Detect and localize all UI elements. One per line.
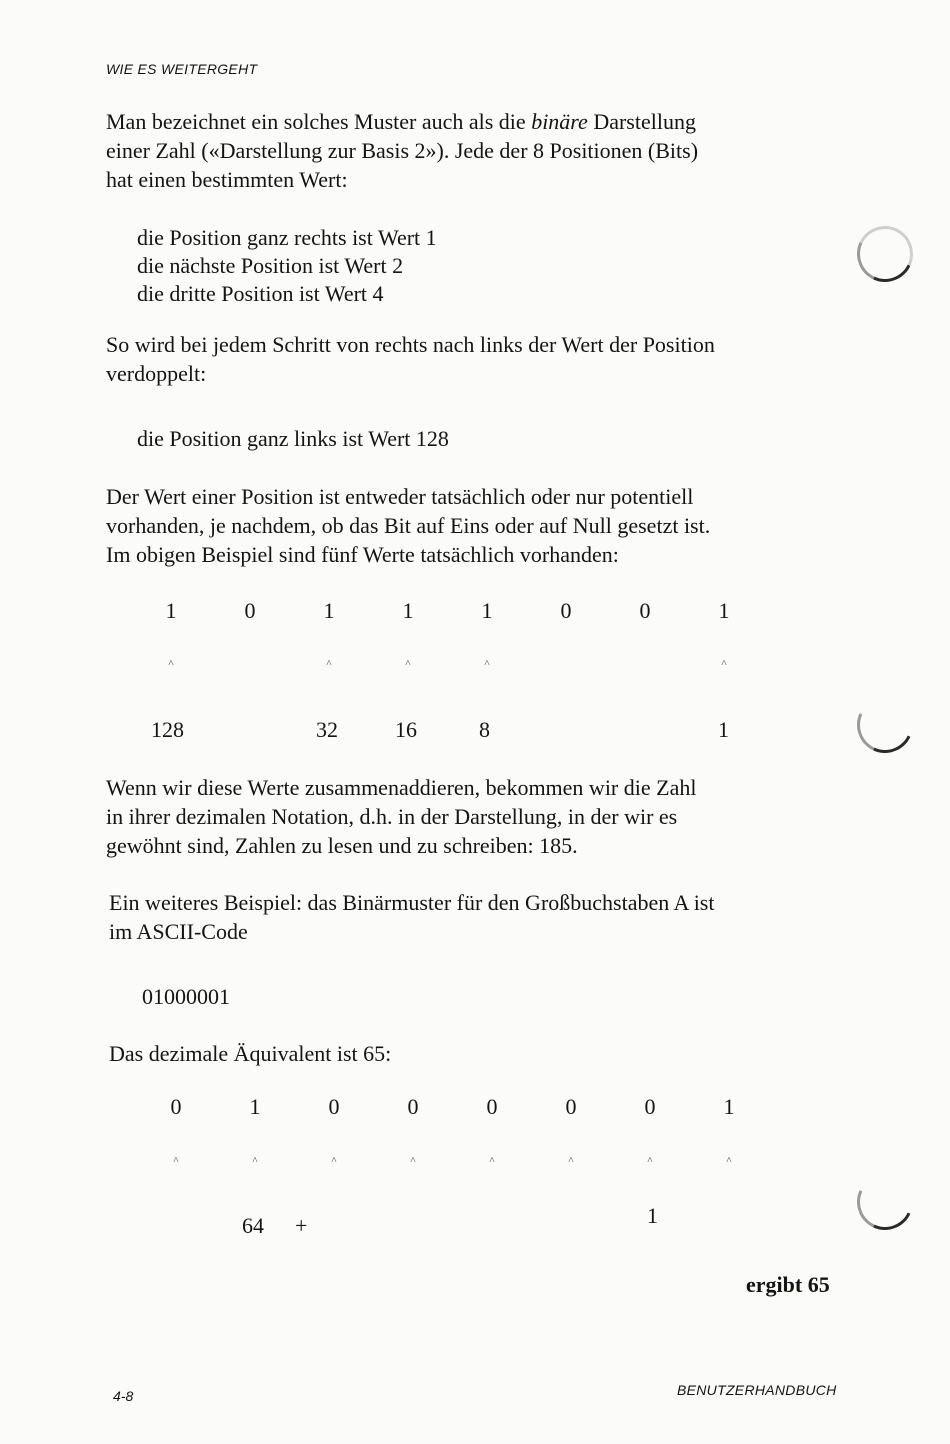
paragraph-doubling	[106, 330, 715, 388]
list-item: die Position ganz rechts ist Wert 1	[137, 225, 437, 250]
value-128: 128	[151, 717, 184, 742]
position-list	[137, 224, 437, 308]
caret-7: ^	[647, 1155, 653, 1167]
bit-3: 1	[323, 598, 335, 623]
binder-hole-3	[849, 1166, 921, 1238]
caret-4: ^	[410, 1155, 416, 1167]
para4-line2: in ihrer dezimalen Notation, d.h. in der Darstellung, in der wir es	[106, 804, 678, 829]
value-8: 8	[479, 717, 490, 742]
bit-5: 0	[486, 1094, 498, 1119]
bit-2: 0	[244, 598, 256, 623]
bit-8: 1	[723, 1094, 735, 1119]
bit-1: 1	[165, 598, 177, 623]
caret-8: ^	[726, 1155, 732, 1167]
para3-line2: vorhanden, je nachdem, ob das Bit auf Eins oder auf Null gesetzt ist.	[106, 513, 711, 538]
bit-4: 1	[402, 598, 414, 623]
para5-line2: im ASCII-Code	[109, 919, 248, 944]
bit-6: 0	[560, 598, 572, 623]
caret-5: ^	[484, 658, 490, 670]
value-32: 32	[316, 717, 338, 742]
value-1: 1	[647, 1203, 658, 1228]
para1-line2: einer Zahl («Darstellung zur Basis 2»). Jede der 8 Positionen (Bits)	[106, 138, 699, 163]
paragraph-value-present	[106, 482, 710, 569]
value-16: 16	[395, 717, 417, 742]
caret-2: ^	[252, 1155, 258, 1167]
para1-line1b: Darstellung	[587, 109, 696, 134]
value-64: 64	[242, 1213, 264, 1238]
page-number: 4-8	[113, 1388, 134, 1404]
binder-hole-1	[849, 218, 921, 290]
footer-book-title: BENUTZERHANDBUCH	[677, 1382, 837, 1398]
para4-line1: Wenn wir diese Werte zusammenaddieren, bekommen wir die Zahl	[106, 775, 697, 800]
caret-1: ^	[168, 658, 174, 670]
bit-1: 0	[170, 1094, 182, 1119]
caret-3: ^	[331, 1155, 337, 1167]
plus-sign: +	[295, 1213, 308, 1238]
binder-hole-2	[849, 689, 921, 761]
para1-line1a: Man bezeichnet ein solches Muster auch als die	[106, 109, 532, 134]
para3-line3: Im obigen Beispiel sind fünf Werte tatsächlich vorhanden:	[106, 542, 619, 567]
para2-line2: verdoppelt:	[106, 361, 207, 386]
caret-5: ^	[489, 1155, 495, 1167]
caret-6: ^	[568, 1155, 574, 1167]
paragraph-ascii-example	[109, 888, 714, 946]
bit-8: 1	[718, 598, 730, 623]
bit-6: 0	[565, 1094, 577, 1119]
caret-4: ^	[405, 658, 411, 670]
para4-line3: gewöhnt sind, Zahlen zu lesen und zu schreiben: 185.	[106, 833, 578, 858]
para1-line3: hat einen bestimmten Wert:	[106, 167, 348, 192]
paragraph-decimal-equivalent: Das dezimale Äquivalent ist 65:	[109, 1041, 392, 1066]
bit-7: 0	[639, 598, 651, 623]
paragraph-decimal-notation	[106, 773, 696, 860]
bit-2: 1	[249, 1094, 261, 1119]
list-item: die nächste Position ist Wert 2	[137, 253, 404, 278]
caret-8: ^	[721, 658, 727, 670]
para2-line1: So wird bei jedem Schritt von rechts nach links der Wert der Position	[106, 332, 715, 357]
result-text: ergibt 65	[746, 1272, 830, 1297]
value-1: 1	[718, 717, 729, 742]
para3-line1: Der Wert einer Position ist entweder tatsächlich oder nur potentiell	[106, 484, 694, 509]
binary-pattern: 01000001	[142, 984, 230, 1009]
emphasis-binaere: binäre	[531, 109, 588, 134]
leftmost-position-line: die Position ganz links ist Wert 128	[137, 426, 449, 451]
bit-4: 0	[407, 1094, 419, 1119]
caret-3: ^	[326, 658, 332, 670]
list-item: die dritte Position ist Wert 4	[137, 281, 384, 306]
bit-3: 0	[328, 1094, 340, 1119]
page-header: WIE ES WEITERGEHT	[106, 61, 258, 77]
bit-5: 1	[481, 598, 493, 623]
caret-1: ^	[173, 1155, 179, 1167]
bit-7: 0	[644, 1094, 656, 1119]
para5-line1: Ein weiteres Beispiel: das Binärmuster für den Großbuchstaben A ist	[109, 890, 715, 915]
paragraph-binary-intro	[106, 107, 698, 194]
